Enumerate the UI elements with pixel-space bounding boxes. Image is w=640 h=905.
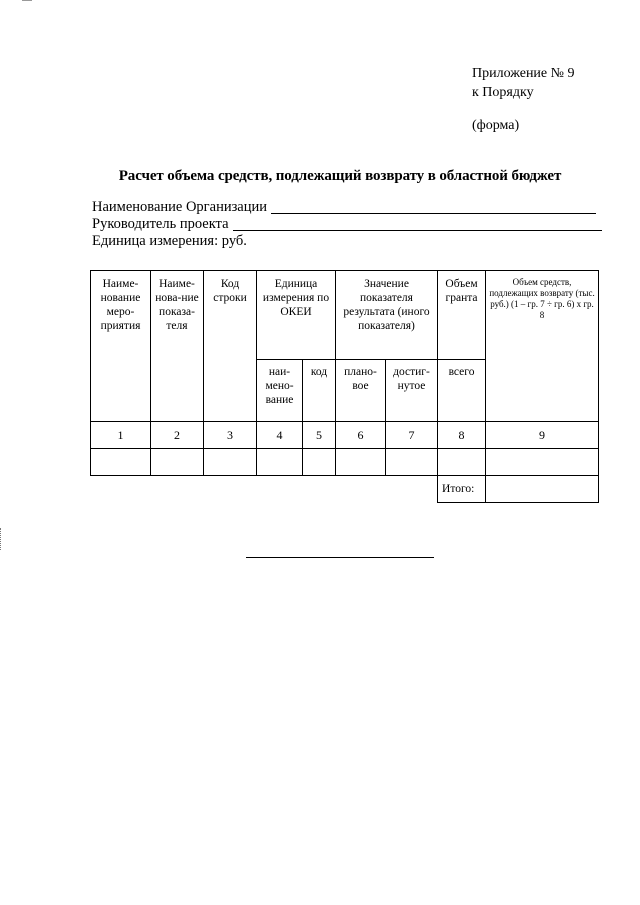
subheader-planned: плано-вое	[336, 360, 386, 422]
column-number: 4	[257, 422, 303, 449]
subheader-unit-code: код	[303, 360, 336, 422]
total-row	[91, 476, 599, 503]
form-fields	[92, 199, 602, 250]
scan-corner-mark	[22, 0, 32, 2]
table-cell	[303, 449, 336, 476]
column-number: 1	[91, 422, 151, 449]
organization-label: Наименование Организации	[92, 199, 268, 215]
signature-line	[246, 557, 434, 558]
header-result-value: Значение показателя результата (иного показателя)	[336, 271, 438, 360]
header-row	[91, 271, 599, 360]
form-label: (форма)	[472, 118, 520, 133]
table-cell	[257, 449, 303, 476]
project-leader-label: Руководитель проекта	[92, 216, 229, 232]
column-number: 6	[336, 422, 386, 449]
document-title: Расчет объема средств, подлежащий возврату в областной бюджет	[118, 168, 562, 184]
column-number: 2	[151, 422, 204, 449]
column-number: 8	[438, 422, 486, 449]
total-row-spacer	[91, 476, 438, 503]
column-number: 3	[204, 422, 257, 449]
table-cell	[204, 449, 257, 476]
column-number: 5	[303, 422, 336, 449]
unit-label: Единица измерения: руб.	[92, 233, 247, 249]
table-cell	[486, 449, 599, 476]
subheader-unit-name: наи-мено-вание	[257, 360, 303, 422]
refund-calculation-table	[90, 270, 599, 503]
header-event-name: Наиме-нование меро-приятия	[91, 271, 151, 422]
header-row-code: Код строки	[204, 271, 257, 422]
project-leader-field	[92, 216, 602, 233]
column-number: 7	[386, 422, 438, 449]
table-cell	[386, 449, 438, 476]
table-cell	[91, 449, 151, 476]
appendix-number: Приложение № 9	[472, 66, 575, 81]
appendix-reference: к Порядку	[472, 85, 534, 100]
table-cell	[151, 449, 204, 476]
header-refund-amount: Объем средств, подлежащих возврату (тыс. руб.) (1 – гр. 7 ÷ гр. 6) х гр. 8	[486, 271, 599, 422]
table-cell	[438, 449, 486, 476]
data-row-empty	[91, 449, 599, 476]
subheader-grant-total: всего	[438, 360, 486, 422]
column-numbers-row	[91, 422, 599, 449]
organization-blank-line	[271, 213, 596, 214]
subheader-achieved: достиг-нутое	[386, 360, 438, 422]
header-unit-okei: Единица измерения по ОКЕИ	[257, 271, 336, 360]
total-value-cell	[486, 476, 599, 503]
scan-margin-mark	[0, 528, 3, 550]
organization-field	[92, 199, 602, 216]
project-leader-blank-line	[233, 230, 602, 231]
appendix-header	[472, 64, 632, 135]
table-cell	[336, 449, 386, 476]
unit-field	[92, 233, 602, 250]
column-number: 9	[486, 422, 599, 449]
header-indicator-name: Наиме-нова-ние показа-теля	[151, 271, 204, 422]
total-label: Итого:	[438, 476, 486, 503]
header-grant-amount: Объем гранта	[438, 271, 486, 360]
